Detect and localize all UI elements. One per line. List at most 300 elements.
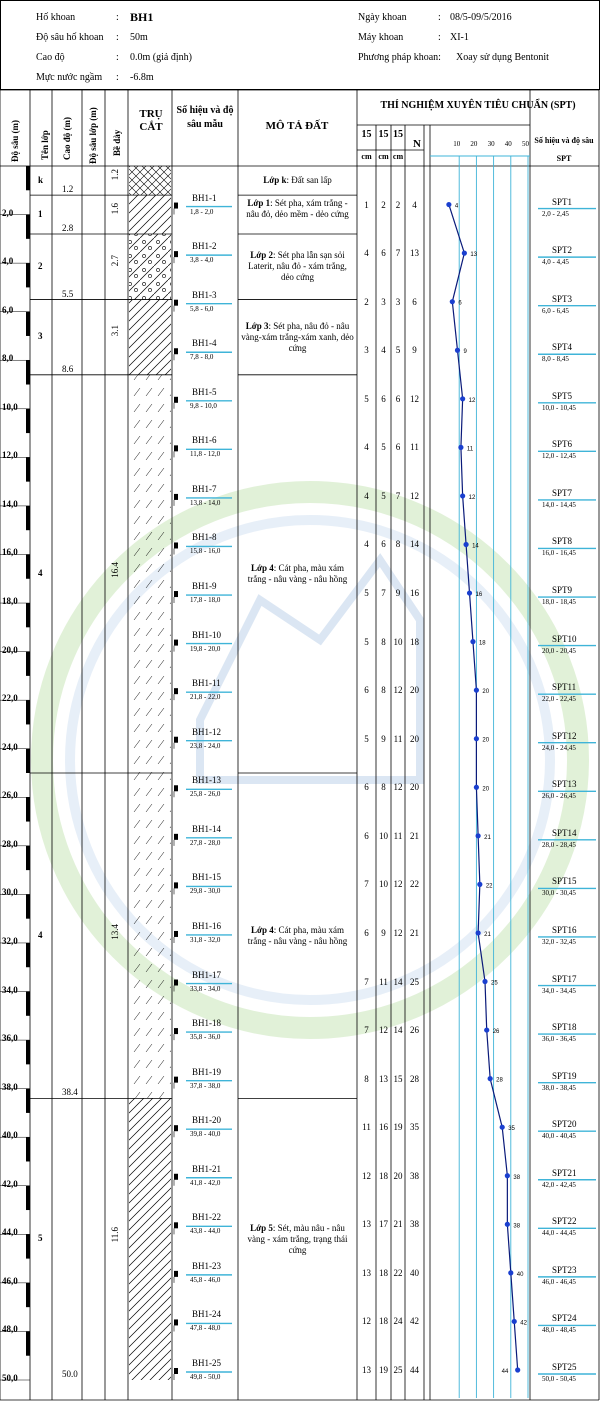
spt-range: 24,0 - 24,45 [542, 743, 576, 752]
spt-id: SPT21 [552, 1167, 577, 1178]
machine-label: Máy khoan [358, 32, 404, 43]
spt-range: 6,0 - 6,45 [542, 306, 569, 315]
depth-scale-mark [26, 409, 30, 433]
layer-name-k: k [38, 174, 44, 185]
spt-point-label: 21 [484, 834, 491, 841]
core-pattern-hatch [129, 1098, 171, 1380]
depth-scale-mark [26, 554, 30, 578]
col-spt-cm-2: cm [378, 152, 389, 161]
spt-blow-1: 12 [362, 1170, 371, 1181]
sample-range: 3,8 - 4,0 [190, 256, 214, 265]
spt-blow-3: 9 [395, 588, 401, 599]
spt-blow-3: 3 [395, 296, 401, 307]
sample-marker [174, 251, 178, 257]
sample-range: 31,8 - 32,0 [190, 935, 221, 944]
spt-n-value: 14 [410, 539, 419, 550]
sample-range: 43,8 - 44,0 [190, 1227, 221, 1236]
spt-point [460, 493, 465, 498]
depth-tick-18,0: 18,0 [2, 596, 18, 607]
borehole-value: BH1 [130, 10, 154, 24]
layer-description: Lớp k: Đất san lấp [263, 175, 332, 186]
depth-scale-mark [26, 166, 30, 190]
depth-scale-mark [26, 312, 30, 336]
spt-n-value: 11 [410, 442, 419, 453]
spt-range: 34,0 - 34,45 [542, 986, 576, 995]
sample-range: 29,8 - 30,0 [190, 887, 221, 896]
sample-range: 35,8 - 36,0 [190, 1033, 221, 1042]
sample-range: 41,8 - 42,0 [190, 1178, 221, 1187]
spt-point [515, 1367, 520, 1372]
layer-thickness: 1.2 [110, 168, 120, 180]
spt-blow-1: 5 [364, 636, 369, 647]
spt-blow-3: 11 [393, 830, 403, 841]
depth-tick-6,0: 6,0 [2, 304, 14, 315]
spt-blow-1: 8 [364, 1073, 369, 1084]
depth-scale-mark [26, 846, 30, 870]
date-sep: : [438, 12, 441, 23]
spt-blow-2: 6 [381, 539, 386, 550]
spt-id: SPT13 [552, 779, 577, 790]
core-pattern-hatch [129, 195, 171, 234]
spt-point [508, 1270, 513, 1275]
depth-scale-mark [26, 749, 30, 773]
spt-point-label: 20 [482, 786, 490, 793]
depth-tick-24,0: 24,0 [2, 741, 18, 752]
spt-blow-1: 7 [364, 1025, 369, 1036]
spt-blow-2: 8 [381, 636, 386, 647]
spt-n-value: 38 [410, 1219, 419, 1230]
spt-point [474, 736, 479, 741]
depth-tick-44,0: 44,0 [2, 1227, 18, 1238]
spt-range: 26,0 - 26,45 [542, 792, 576, 801]
spt-n-value: 16 [410, 588, 419, 599]
spt-blow-1: 2 [364, 296, 369, 307]
layer-thickness: 1.6 [110, 202, 120, 214]
layer-bottom-depth: 50.0 [62, 1369, 78, 1379]
sample-id: BH1-15 [192, 872, 221, 883]
sample-marker [174, 1028, 178, 1034]
spt-n-value: 28 [410, 1073, 419, 1084]
spt-range: 12,0 - 12,45 [542, 452, 576, 461]
sample-range: 23,8 - 24,0 [190, 741, 221, 750]
spt-point [462, 251, 467, 256]
spt-point [460, 396, 465, 401]
sample-id: BH1-5 [192, 386, 217, 397]
spt-blow-3: 7 [395, 248, 401, 259]
spt-blow-3: 25 [393, 1365, 403, 1375]
depth-scale-mark [26, 1040, 30, 1064]
depth-tick-32,0: 32,0 [2, 935, 18, 946]
spt-range: 40,0 - 40,45 [542, 1132, 576, 1141]
sample-id: BH1-12 [192, 726, 221, 737]
date-label: Ngày khoan [358, 12, 407, 23]
sample-range: 27,8 - 28,0 [190, 838, 221, 847]
spt-range: 44,0 - 44,45 [542, 1229, 576, 1238]
layer-bottom-depth: 5.5 [62, 288, 74, 299]
depth-tick-12,0: 12,0 [2, 450, 18, 461]
depth-scale-mark [26, 992, 30, 1016]
layer-name-3: 3 [38, 331, 43, 342]
sample-id: BH1-20 [192, 1115, 221, 1126]
spt-blow-1: 12 [362, 1316, 371, 1327]
method-value: Xoay sử dụng Bentonit [456, 52, 549, 63]
sample-range: 17,8 - 18,0 [190, 596, 221, 605]
layer-name-2: 2 [38, 260, 43, 271]
depth-scale-mark [26, 457, 30, 481]
spt-point-label: 6 [458, 300, 462, 307]
spt-blow-2: 10 [379, 879, 388, 890]
sample-range: 25,8 - 26,0 [190, 790, 221, 799]
sample-marker [174, 688, 178, 694]
machine-sep: : [438, 32, 441, 43]
spt-id: SPT9 [552, 585, 573, 596]
sample-marker [174, 300, 178, 306]
sample-range: 45,8 - 46,0 [190, 1275, 221, 1284]
spt-point-label: 21 [484, 931, 491, 938]
sample-id: BH1-1 [192, 192, 217, 203]
layer-thickness: 11.6 [110, 1227, 120, 1243]
layer-description: Lớp 3: Sét pha, nâu đỏ - nâu vàng-xám trắng-xám xanh, dẻo cứng [241, 320, 354, 353]
col-spt-title: THÍ NGHIỆM XUYÊN TIÊU CHUẨN (SPT) [380, 100, 576, 111]
spt-point [488, 1076, 493, 1081]
depth-scale-mark [26, 506, 30, 530]
spt-range: 48,0 - 48,45 [542, 1326, 576, 1335]
layer-description: Lớp 2: Sét pha lẫn sạn sỏi Laterit, nâu đỏ - xám trắng, dẻo cứng [248, 250, 347, 283]
spt-n-value: 20 [410, 782, 419, 793]
spt-blow-3: 7 [395, 490, 401, 501]
col-sample: Số hiệu và độ sâu mẫu [176, 105, 234, 130]
spt-n-value: 42 [410, 1316, 419, 1327]
spt-blow-2: 8 [381, 782, 386, 793]
axis-tick-30: 30 [487, 140, 495, 148]
spt-blow-3: 5 [395, 345, 401, 356]
layer-thickness: 2.7 [110, 254, 120, 266]
sample-id: BH1-13 [192, 775, 221, 786]
spt-range: 50,0 - 50,45 [542, 1375, 576, 1383]
axis-tick-50: 50 [522, 140, 529, 148]
depth-tick-36,0: 36,0 [2, 1033, 18, 1044]
sample-marker [174, 1077, 178, 1083]
sample-id: BH1-3 [192, 289, 217, 300]
depth-scale-mark [26, 360, 30, 384]
sample-range: 11,8 - 12,0 [190, 450, 221, 459]
spt-n-value: 6 [412, 296, 417, 307]
spt-point [455, 348, 460, 353]
layer-name-4: 4 [38, 567, 43, 578]
spt-blow-1: 4 [364, 442, 369, 453]
sample-marker [174, 640, 178, 646]
col-spt-cm-1: cm [361, 152, 372, 161]
depth-tick-14,0: 14,0 [2, 498, 18, 509]
spt-point [476, 930, 481, 935]
col-layer-depth: Độ sâu lớp (m) [88, 107, 98, 164]
spt-range: 18,0 - 18,45 [542, 598, 576, 607]
spt-blow-2: 8 [381, 685, 386, 696]
spt-point [474, 688, 479, 693]
elevation-sep: : [116, 52, 119, 63]
depth-tick-48,0: 48,0 [2, 1324, 18, 1335]
spt-point-label: 9 [463, 349, 467, 356]
spt-id: SPT11 [552, 682, 577, 693]
spt-point-label: 35 [508, 1126, 515, 1133]
col-spt-15-2: 15 [378, 129, 389, 140]
depth-scale-mark [26, 943, 30, 967]
depth-scale-mark [26, 263, 30, 287]
spt-id: SPT23 [552, 1264, 577, 1275]
layer-thickness: 16.4 [110, 561, 120, 578]
spt-blow-2: 4 [381, 345, 386, 356]
sample-marker [174, 445, 178, 451]
spt-blow-1: 5 [364, 393, 369, 404]
spt-id: SPT14 [552, 827, 577, 838]
spt-n-value: 9 [412, 345, 417, 356]
sample-marker [174, 980, 178, 986]
layer-thickness: 3.1 [110, 325, 120, 337]
spt-point-label: 22 [485, 883, 493, 890]
spt-id: SPT22 [552, 1216, 577, 1227]
depth-tick-20,0: 20,0 [2, 644, 18, 655]
water-value: -6.8m [130, 72, 154, 83]
spt-point-label: 20 [482, 689, 490, 696]
layer-name-5: 5 [38, 1233, 43, 1244]
sample-id: BH1-6 [192, 435, 217, 446]
spt-n-value: 18 [410, 636, 419, 647]
depth-scale-mark [26, 797, 30, 821]
sample-marker [174, 737, 178, 743]
layer-description: Lớp 4: Cát pha, màu xám trắng - nâu vàng - nâu hồng [247, 924, 348, 946]
spt-point-label: 16 [475, 592, 483, 599]
spt-blow-3: 12 [393, 782, 403, 793]
spt-blow-3: 20 [393, 1170, 403, 1181]
spt-point-label: 28 [496, 1077, 503, 1084]
col-spt-id: Số hiệu và độ sâu SPT [534, 136, 594, 163]
spt-blow-2: 13 [379, 1073, 388, 1084]
spt-point [450, 299, 455, 304]
layer-thickness: 13.4 [110, 923, 120, 940]
layer-description: Lớp 1: Sét pha, xám trắng - nâu đỏ, dẻo mềm - dẻo cứng [246, 198, 349, 220]
spt-blow-2: 12 [379, 1025, 388, 1036]
spt-point-label: 40 [516, 1271, 524, 1278]
sample-id: BH1-4 [192, 338, 217, 349]
spt-blow-3: 19 [393, 1122, 403, 1133]
spt-point [505, 1173, 510, 1178]
col-core: TRỤ CẮT [139, 108, 163, 133]
spt-blow-3: 2 [395, 199, 401, 210]
spt-blow-2: 3 [381, 296, 386, 307]
sample-id: BH1-25 [192, 1358, 221, 1368]
spt-blow-2: 17 [379, 1219, 388, 1230]
spt-point [500, 1125, 505, 1130]
col-spt-15-1: 15 [361, 129, 372, 140]
spt-blow-1: 1 [364, 199, 369, 210]
sample-marker [174, 785, 178, 791]
spt-id: SPT6 [552, 439, 573, 450]
borehole-sep: : [116, 12, 119, 23]
sample-id: BH1-8 [192, 532, 217, 543]
spt-blow-2: 6 [381, 248, 386, 259]
sample-id: BH1-19 [192, 1066, 221, 1077]
sample-id: BH1-9 [192, 581, 217, 592]
spt-point-label: 38 [513, 1223, 521, 1230]
spt-n-value: 25 [410, 976, 419, 987]
col-elev: Cao độ (m) [62, 117, 72, 160]
spt-point-label: 25 [491, 980, 498, 987]
spt-blow-1: 4 [364, 539, 369, 550]
depth-scale-mark [26, 215, 30, 239]
col-depth: Độ sâu (m) [10, 120, 20, 162]
sample-range: 33,8 - 34,0 [190, 984, 221, 993]
layer-description: Lớp 5: Sét, màu nâu - nâu vàng - xám trắng, trạng thái cứng [247, 1222, 348, 1255]
spt-range: 2,0 - 2,45 [542, 209, 569, 218]
sample-id: BH1-24 [192, 1309, 221, 1320]
spt-range: 38,0 - 38,45 [542, 1083, 576, 1092]
depth-scale-mark [26, 1331, 30, 1355]
spt-blow-2: 18 [379, 1170, 388, 1181]
core-pattern-cross [129, 166, 171, 195]
sample-marker [174, 203, 178, 209]
depth-tick-4,0: 4,0 [2, 256, 14, 267]
depth-tick-38,0: 38,0 [2, 1081, 18, 1092]
water-sep: : [116, 72, 119, 83]
depth-tick-2,0: 2,0 [2, 207, 14, 218]
spt-blow-2: 7 [381, 588, 386, 599]
sample-id: BH1-11 [192, 678, 221, 689]
spt-range: 8,0 - 8,45 [542, 355, 569, 364]
sample-id: BH1-18 [192, 1018, 221, 1029]
sample-marker [174, 397, 178, 403]
spt-point [458, 445, 463, 450]
spt-point [477, 882, 482, 887]
spt-point [476, 833, 481, 838]
spt-point [482, 979, 487, 984]
spt-range: 42,0 - 42,45 [542, 1180, 576, 1189]
spt-n-value: 20 [410, 685, 419, 696]
spt-id: SPT24 [552, 1313, 577, 1324]
axis-tick-20: 20 [470, 140, 478, 148]
depth-tick-42,0: 42,0 [2, 1178, 18, 1189]
sample-range: 7,8 - 8,0 [190, 353, 214, 362]
spt-n-value: 38 [410, 1170, 419, 1181]
sample-id: BH1-23 [192, 1260, 221, 1271]
layer-description: Lớp 4: Cát pha, màu xám trắng - nâu vàng - nâu hồng [247, 562, 348, 584]
spt-blow-3: 12 [393, 927, 403, 938]
sample-id: BH1-21 [192, 1163, 221, 1174]
spt-blow-1: 3 [364, 345, 369, 356]
spt-range: 28,0 - 28,45 [542, 840, 576, 849]
spt-blow-3: 8 [395, 539, 401, 550]
sample-id: BH1-16 [192, 920, 221, 931]
spt-point [484, 1027, 489, 1032]
depth-scale-mark [26, 1283, 30, 1307]
depth-tick-28,0: 28,0 [2, 838, 18, 849]
spt-id: SPT5 [552, 390, 573, 401]
depth-tick-10,0: 10,0 [2, 401, 18, 412]
spt-id: SPT17 [552, 973, 577, 984]
depth-scale-mark [26, 603, 30, 627]
spt-point-label: 4 [454, 203, 459, 210]
spt-blow-2: 2 [381, 199, 386, 210]
core-pattern-hatch [129, 300, 171, 375]
sample-marker [174, 834, 178, 840]
spt-id: SPT19 [552, 1070, 577, 1081]
spt-id: SPT20 [552, 1119, 577, 1130]
depth-tick-30,0: 30,0 [2, 887, 18, 898]
spt-range: 30,0 - 30,45 [542, 889, 576, 898]
spt-blow-2: 6 [381, 393, 386, 404]
spt-point [505, 1222, 510, 1227]
spt-blow-1: 7 [364, 879, 369, 890]
spt-point-label: 26 [492, 1029, 500, 1036]
spt-blow-1: 13 [362, 1365, 371, 1375]
spt-id: SPT15 [552, 876, 577, 887]
spt-blow-1: 4 [364, 490, 369, 501]
spt-id: SPT8 [552, 536, 573, 547]
sample-range: 9,8 - 10,0 [190, 401, 217, 410]
sample-marker [174, 494, 178, 500]
spt-blow-1: 4 [364, 248, 369, 259]
depth-scale-mark [26, 1234, 30, 1258]
spt-range: 4,0 - 4,45 [542, 258, 569, 267]
spt-blow-3: 12 [393, 879, 403, 890]
spt-n-value: 20 [410, 733, 419, 744]
spt-id: SPT3 [552, 293, 573, 304]
sample-range: 49,8 - 50,0 [190, 1373, 221, 1381]
col-desc: MÔ TẢ ĐẤT [265, 120, 329, 132]
spt-blow-1: 7 [364, 976, 369, 987]
spt-blow-1: 13 [362, 1219, 371, 1230]
spt-blow-2: 5 [381, 442, 386, 453]
spt-id: SPT25 [552, 1362, 577, 1372]
sample-range: 21,8 - 22,0 [190, 693, 221, 702]
depth-scale-mark [26, 700, 30, 724]
spt-id: SPT4 [552, 342, 573, 353]
spt-blow-2: 10 [379, 830, 388, 841]
spt-blow-2: 5 [381, 490, 386, 501]
spt-blow-3: 24 [393, 1316, 403, 1327]
date-value: 08/5-09/5/2016 [450, 12, 512, 23]
spt-point [446, 202, 451, 207]
depth-tick-26,0: 26,0 [2, 790, 18, 801]
sample-range: 5,8 - 6,0 [190, 304, 214, 313]
depth-tick-46,0: 46,0 [2, 1275, 18, 1286]
spt-point-label: 18 [478, 640, 486, 647]
spt-blow-1: 6 [364, 927, 369, 938]
borehole-label: Hố khoan [36, 12, 76, 23]
core-pattern-sand [129, 375, 171, 773]
layer-name-1: 1 [38, 208, 43, 219]
spt-n-value: 13 [410, 248, 419, 259]
elevation-label: Cao độ [36, 52, 65, 63]
spt-blow-3: 6 [395, 393, 401, 404]
sample-range: 19,8 - 20,0 [190, 644, 221, 653]
depth-tick-50,0: 50,0 [2, 1373, 18, 1383]
spt-point-label: 42 [520, 1320, 527, 1327]
spt-blow-2: 18 [379, 1316, 388, 1327]
spt-blow-2: 18 [379, 1267, 388, 1278]
sample-marker [174, 542, 178, 548]
spt-id: SPT16 [552, 924, 577, 935]
spt-range: 46,0 - 46,45 [542, 1277, 576, 1286]
depth-tick-22,0: 22,0 [2, 693, 18, 704]
spt-blow-3: 6 [395, 442, 401, 453]
spt-blow-3: 12 [393, 685, 403, 696]
method-label: Phương pháp khoan: [358, 52, 441, 63]
sample-marker [174, 1319, 178, 1325]
spt-blow-1: 13 [362, 1267, 371, 1278]
depth-scale-mark [26, 894, 30, 918]
sample-marker [174, 1271, 178, 1277]
spt-n-value: 21 [410, 830, 419, 841]
